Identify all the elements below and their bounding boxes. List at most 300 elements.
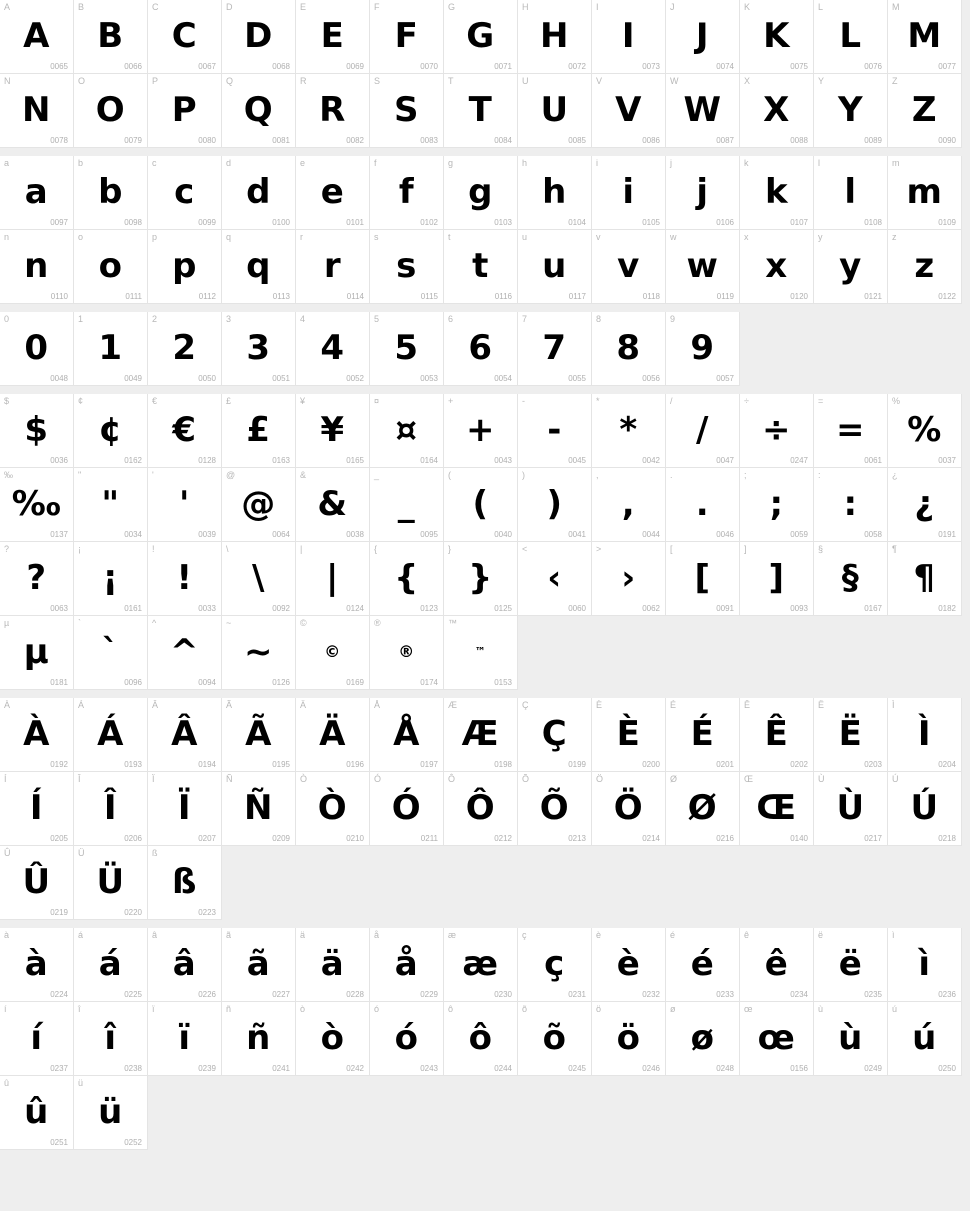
- glyph-cell[interactable]: [666, 394, 740, 468]
- glyph-cell[interactable]: [888, 698, 962, 772]
- glyph-cell[interactable]: [0, 846, 74, 920]
- glyph-cell-code: 0081: [272, 136, 290, 145]
- glyph-cell-glyph: ç: [544, 943, 565, 984]
- glyph-cell[interactable]: [444, 1002, 518, 1076]
- glyph-cell[interactable]: [518, 394, 592, 468]
- glyph-cell[interactable]: [592, 772, 666, 846]
- glyph-cell[interactable]: [222, 394, 296, 468]
- glyph-cell-code: 0193: [124, 760, 142, 769]
- glyph-cell-code: 0207: [198, 834, 216, 843]
- glyph-cell-char-label: Ø: [670, 774, 678, 784]
- glyph-cell[interactable]: [740, 468, 814, 542]
- glyph-cell-char-label: S: [374, 76, 381, 86]
- glyph-cell[interactable]: [0, 468, 74, 542]
- glyph-cell[interactable]: [370, 928, 444, 1002]
- glyph-cell-glyph: Õ: [539, 787, 570, 828]
- glyph-cell-char-label: ã: [226, 930, 232, 940]
- glyph-cell[interactable]: [0, 698, 74, 772]
- glyph-cell-code: 0069: [346, 62, 364, 71]
- glyph-cell-glyph: ò: [320, 1017, 345, 1058]
- charmap-row: [0, 156, 970, 230]
- glyph-cell[interactable]: [666, 468, 740, 542]
- glyph-cell[interactable]: [370, 230, 444, 304]
- glyph-cell-glyph: ¥: [320, 409, 345, 450]
- glyph-cell-code: 0225: [124, 990, 142, 999]
- glyph-cell-char-label: *: [596, 396, 600, 406]
- glyph-cell-char-label: Í: [4, 774, 7, 784]
- glyph-cell-char-label: £: [226, 396, 232, 406]
- glyph-cell-code: 0235: [864, 990, 882, 999]
- glyph-cell[interactable]: [888, 468, 962, 542]
- glyph-cell[interactable]: [222, 312, 296, 386]
- glyph-cell[interactable]: [518, 0, 592, 74]
- glyph-cell[interactable]: [370, 698, 444, 772]
- glyph-cell[interactable]: [518, 312, 592, 386]
- glyph-cell[interactable]: [296, 928, 370, 1002]
- glyph-cell-glyph: /: [696, 409, 709, 450]
- glyph-cell[interactable]: [370, 1002, 444, 1076]
- glyph-cell-char-label: e: [300, 158, 306, 168]
- glyph-cell[interactable]: [444, 772, 518, 846]
- glyph-cell[interactable]: [740, 928, 814, 1002]
- glyph-cell[interactable]: [222, 230, 296, 304]
- glyph-cell[interactable]: [888, 156, 962, 230]
- glyph-cell-char-label: Ò: [300, 774, 308, 784]
- glyph-cell[interactable]: [74, 928, 148, 1002]
- glyph-cell-glyph: c: [174, 171, 195, 212]
- glyph-cell[interactable]: [740, 230, 814, 304]
- glyph-cell[interactable]: [592, 74, 666, 148]
- glyph-cell[interactable]: [370, 772, 444, 846]
- glyph-cell-glyph: d: [246, 171, 271, 212]
- glyph-cell-glyph: Â: [171, 713, 198, 754]
- glyph-cell-code: 0205: [50, 834, 68, 843]
- glyph-cell-glyph: ß: [172, 861, 197, 902]
- glyph-cell-code: 0250: [938, 1064, 956, 1073]
- glyph-cell[interactable]: [296, 230, 370, 304]
- charmap-row: [0, 772, 970, 846]
- glyph-cell[interactable]: [666, 74, 740, 148]
- glyph-cell-code: 0093: [790, 604, 808, 613]
- glyph-cell-code: 0229: [420, 990, 438, 999]
- glyph-cell[interactable]: [222, 0, 296, 74]
- glyph-cell[interactable]: [148, 312, 222, 386]
- glyph-cell[interactable]: [296, 74, 370, 148]
- glyph-cell-glyph: E: [320, 15, 345, 56]
- glyph-cell-glyph: Î: [103, 787, 118, 828]
- glyph-cell[interactable]: [592, 230, 666, 304]
- glyph-cell[interactable]: [148, 542, 222, 616]
- glyph-cell[interactable]: [740, 74, 814, 148]
- glyph-cell-code: 0224: [50, 990, 68, 999]
- glyph-cell-char-label: }: [448, 544, 452, 554]
- glyph-cell[interactable]: [0, 616, 74, 690]
- glyph-cell-glyph: ‰: [11, 483, 62, 524]
- glyph-cell-code: 0191: [938, 530, 956, 539]
- glyph-cell-glyph: F: [394, 15, 419, 56]
- glyph-cell[interactable]: [518, 468, 592, 542]
- glyph-cell-glyph: Ò: [317, 787, 348, 828]
- glyph-cell[interactable]: [0, 928, 74, 1002]
- glyph-cell[interactable]: [222, 74, 296, 148]
- glyph-cell[interactable]: [222, 928, 296, 1002]
- glyph-cell-code: 0126: [272, 678, 290, 687]
- glyph-cell-char-label: Ù: [818, 774, 825, 784]
- glyph-cell-glyph: N: [22, 89, 51, 130]
- glyph-cell[interactable]: [0, 1076, 74, 1150]
- glyph-cell[interactable]: [666, 312, 740, 386]
- glyph-cell-char-label: Î: [78, 774, 81, 784]
- glyph-cell-char-label: Ë: [818, 700, 825, 710]
- glyph-cell[interactable]: [148, 156, 222, 230]
- charmap-row: [0, 616, 970, 690]
- glyph-cell-glyph: `: [101, 631, 120, 672]
- glyph-cell-code: 0100: [272, 218, 290, 227]
- glyph-cell-code: 0050: [198, 374, 216, 383]
- glyph-cell[interactable]: [0, 1002, 74, 1076]
- glyph-cell-code: 0164: [420, 456, 438, 465]
- glyph-cell[interactable]: [74, 394, 148, 468]
- glyph-cell-code: 0057: [716, 374, 734, 383]
- glyph-cell[interactable]: [0, 772, 74, 846]
- glyph-cell[interactable]: [444, 698, 518, 772]
- glyph-cell[interactable]: [888, 772, 962, 846]
- glyph-cell-code: 0116: [494, 292, 512, 301]
- glyph-cell[interactable]: [74, 1002, 148, 1076]
- glyph-cell-char-label: h: [522, 158, 528, 168]
- glyph-cell[interactable]: [148, 74, 222, 148]
- glyph-cell[interactable]: [814, 0, 888, 74]
- glyph-cell-glyph: 5: [394, 327, 419, 368]
- glyph-cell[interactable]: [296, 468, 370, 542]
- glyph-cell-char-label: õ: [522, 1004, 528, 1014]
- glyph-cell-glyph: 6: [468, 327, 493, 368]
- glyph-cell[interactable]: [148, 468, 222, 542]
- glyph-cell-char-label: u: [522, 232, 528, 242]
- glyph-cell[interactable]: [74, 698, 148, 772]
- glyph-cell-code: 0111: [125, 292, 142, 301]
- glyph-cell-char-label: ú: [892, 1004, 898, 1014]
- glyph-cell[interactable]: [814, 74, 888, 148]
- glyph-cell[interactable]: [444, 542, 518, 616]
- glyph-cell-char-label: V: [596, 76, 603, 86]
- glyph-cell[interactable]: [592, 312, 666, 386]
- glyph-cell[interactable]: [518, 698, 592, 772]
- glyph-cell[interactable]: [148, 394, 222, 468]
- glyph-cell-char-label: 7: [522, 314, 528, 324]
- glyph-cell[interactable]: [222, 772, 296, 846]
- glyph-cell[interactable]: [444, 0, 518, 74]
- glyph-cell-code: 0249: [864, 1064, 882, 1073]
- glyph-cell[interactable]: [444, 928, 518, 1002]
- glyph-cell-glyph: Œ: [756, 787, 797, 828]
- glyph-cell[interactable]: [888, 74, 962, 148]
- glyph-cell-char-label: K: [744, 2, 751, 12]
- glyph-cell[interactable]: [888, 928, 962, 1002]
- glyph-cell[interactable]: [518, 230, 592, 304]
- glyph-cell[interactable]: [370, 542, 444, 616]
- glyph-cell[interactable]: [740, 394, 814, 468]
- glyph-cell[interactable]: [814, 468, 888, 542]
- glyph-cell-char-label: N: [4, 76, 11, 86]
- glyph-cell[interactable]: [296, 616, 370, 690]
- glyph-cell[interactable]: [148, 846, 222, 920]
- glyph-cell-char-label: (: [448, 470, 451, 480]
- glyph-cell-glyph: r: [323, 245, 342, 286]
- glyph-cell-glyph: a: [24, 171, 49, 212]
- glyph-cell[interactable]: [148, 928, 222, 1002]
- glyph-cell-code: 0220: [124, 908, 142, 917]
- glyph-cell[interactable]: [148, 698, 222, 772]
- glyph-cell[interactable]: [814, 156, 888, 230]
- glyph-cell-char-label: y: [818, 232, 823, 242]
- glyph-cell[interactable]: [296, 394, 370, 468]
- glyph-cell-code: 0115: [420, 292, 438, 301]
- glyph-cell[interactable]: [0, 74, 74, 148]
- charmap-row: [0, 846, 970, 920]
- glyph-cell-char-label: 0: [4, 314, 10, 324]
- glyph-cell-code: 0065: [50, 62, 68, 71]
- glyph-cell-char-label: 4: [300, 314, 306, 324]
- glyph-cell-glyph: Å: [393, 713, 420, 754]
- glyph-cell[interactable]: [888, 230, 962, 304]
- glyph-cell[interactable]: [370, 394, 444, 468]
- glyph-cell[interactable]: [222, 542, 296, 616]
- glyph-cell[interactable]: [74, 230, 148, 304]
- glyph-cell[interactable]: [296, 772, 370, 846]
- glyph-cell-code: 0078: [50, 136, 68, 145]
- glyph-cell-char-label: î: [78, 1004, 81, 1014]
- glyph-cell-glyph: È: [616, 713, 641, 754]
- glyph-cell[interactable]: [222, 616, 296, 690]
- glyph-cell-char-label: ê: [744, 930, 750, 940]
- glyph-cell[interactable]: [296, 0, 370, 74]
- glyph-cell-glyph: ,: [621, 483, 636, 524]
- glyph-cell[interactable]: [444, 312, 518, 386]
- glyph-cell[interactable]: [370, 156, 444, 230]
- glyph-cell[interactable]: [222, 698, 296, 772]
- glyph-cell[interactable]: [148, 1002, 222, 1076]
- glyph-cell-char-label: $: [4, 396, 10, 406]
- glyph-cell-code: 0097: [50, 218, 68, 227]
- glyph-cell[interactable]: [666, 0, 740, 74]
- glyph-cell-glyph: Ó: [391, 787, 422, 828]
- glyph-cell[interactable]: [666, 928, 740, 1002]
- glyph-cell[interactable]: [814, 928, 888, 1002]
- glyph-cell[interactable]: [518, 1002, 592, 1076]
- glyph-cell[interactable]: [592, 156, 666, 230]
- glyph-cell-char-label: ç: [522, 930, 527, 940]
- glyph-cell-glyph: £: [246, 409, 271, 450]
- glyph-cell[interactable]: [888, 1002, 962, 1076]
- glyph-cell[interactable]: [0, 156, 74, 230]
- glyph-cell-code: 0162: [124, 456, 142, 465]
- glyph-cell[interactable]: [296, 156, 370, 230]
- glyph-cell-glyph: 0: [24, 327, 49, 368]
- glyph-cell[interactable]: [74, 312, 148, 386]
- glyph-cell[interactable]: [444, 394, 518, 468]
- glyph-cell-glyph: k: [764, 171, 789, 212]
- glyph-cell[interactable]: [74, 772, 148, 846]
- glyph-cell-code: 0074: [716, 62, 734, 71]
- glyph-cell[interactable]: [592, 698, 666, 772]
- glyph-cell[interactable]: [740, 698, 814, 772]
- glyph-cell-code: 0217: [864, 834, 882, 843]
- glyph-cell-glyph: J: [695, 15, 710, 56]
- glyph-cell[interactable]: [666, 772, 740, 846]
- glyph-cell-char-label: 2: [152, 314, 158, 324]
- glyph-cell-code: 0075: [790, 62, 808, 71]
- glyph-cell[interactable]: [222, 468, 296, 542]
- glyph-cell-code: 0156: [790, 1064, 808, 1073]
- glyph-cell-glyph: Ï: [177, 787, 192, 828]
- glyph-cell[interactable]: [444, 230, 518, 304]
- glyph-cell[interactable]: [148, 230, 222, 304]
- glyph-cell[interactable]: [814, 772, 888, 846]
- glyph-cell[interactable]: [74, 0, 148, 74]
- glyph-cell-char-label: ¿: [892, 470, 898, 480]
- glyph-cell[interactable]: [296, 698, 370, 772]
- glyph-cell[interactable]: [740, 1002, 814, 1076]
- glyph-cell[interactable]: [0, 394, 74, 468]
- glyph-cell[interactable]: [518, 156, 592, 230]
- glyph-cell-code: 0107: [790, 218, 808, 227]
- glyph-cell[interactable]: [666, 542, 740, 616]
- glyph-cell-glyph: ¡: [102, 557, 119, 598]
- glyph-cell[interactable]: [222, 1002, 296, 1076]
- glyph-cell[interactable]: [592, 468, 666, 542]
- glyph-cell[interactable]: [370, 468, 444, 542]
- glyph-cell[interactable]: [666, 698, 740, 772]
- glyph-cell[interactable]: [148, 616, 222, 690]
- glyph-cell[interactable]: [370, 0, 444, 74]
- glyph-cell-char-label: U: [522, 76, 529, 86]
- glyph-cell[interactable]: [814, 230, 888, 304]
- glyph-cell[interactable]: [444, 156, 518, 230]
- glyph-cell-glyph: =: [836, 409, 865, 450]
- glyph-cell-glyph: Á: [97, 713, 124, 754]
- glyph-cell-code: 0060: [568, 604, 586, 613]
- glyph-cell-glyph: 7: [542, 327, 567, 368]
- glyph-cell[interactable]: [666, 156, 740, 230]
- charmap-block-punctuation-symbols: [0, 394, 970, 690]
- glyph-cell-glyph: ›: [621, 557, 636, 598]
- glyph-cell-code: 0213: [568, 834, 586, 843]
- glyph-cell[interactable]: [888, 0, 962, 74]
- glyph-cell[interactable]: [74, 156, 148, 230]
- glyph-cell-char-label: i: [596, 158, 598, 168]
- glyph-cell-char-label: ^: [152, 618, 157, 628]
- glyph-cell[interactable]: [814, 698, 888, 772]
- glyph-cell[interactable]: [74, 74, 148, 148]
- glyph-cell-char-label: -: [522, 396, 525, 406]
- glyph-cell[interactable]: [592, 542, 666, 616]
- glyph-cell[interactable]: [592, 1002, 666, 1076]
- glyph-cell[interactable]: [370, 74, 444, 148]
- glyph-cell[interactable]: [666, 230, 740, 304]
- glyph-cell[interactable]: [814, 542, 888, 616]
- glyph-cell[interactable]: [888, 394, 962, 468]
- glyph-cell[interactable]: [444, 468, 518, 542]
- glyph-cell[interactable]: [814, 394, 888, 468]
- glyph-cell-code: 0243: [420, 1064, 438, 1073]
- glyph-cell[interactable]: [888, 542, 962, 616]
- charmap-row: [0, 74, 970, 148]
- glyph-cell[interactable]: [518, 928, 592, 1002]
- glyph-cell-code: 0043: [494, 456, 512, 465]
- glyph-cell[interactable]: [74, 542, 148, 616]
- glyph-cell[interactable]: [444, 616, 518, 690]
- glyph-cell[interactable]: [74, 468, 148, 542]
- charmap-row: [0, 230, 970, 304]
- glyph-cell-code: 0058: [864, 530, 882, 539]
- glyph-cell-char-label: Ï: [152, 774, 155, 784]
- glyph-cell[interactable]: [222, 156, 296, 230]
- glyph-cell-code: 0063: [50, 604, 68, 613]
- glyph-cell[interactable]: [296, 1002, 370, 1076]
- glyph-cell[interactable]: [148, 772, 222, 846]
- glyph-cell-glyph: õ: [542, 1017, 567, 1058]
- glyph-cell-code: 0064: [272, 530, 290, 539]
- glyph-cell[interactable]: [0, 312, 74, 386]
- glyph-cell[interactable]: [0, 0, 74, 74]
- glyph-cell[interactable]: [74, 616, 148, 690]
- glyph-cell-code: 0068: [272, 62, 290, 71]
- glyph-cell-char-label: Õ: [522, 774, 530, 784]
- glyph-cell-char-label: á: [78, 930, 84, 940]
- glyph-cell-code: 0071: [494, 62, 512, 71]
- glyph-cell[interactable]: [740, 542, 814, 616]
- glyph-cell[interactable]: [444, 74, 518, 148]
- glyph-cell-char-label: f: [374, 158, 377, 168]
- glyph-cell[interactable]: [74, 846, 148, 920]
- glyph-cell[interactable]: [740, 772, 814, 846]
- glyph-cell[interactable]: [296, 312, 370, 386]
- glyph-cell[interactable]: [370, 312, 444, 386]
- glyph-cell[interactable]: [0, 542, 74, 616]
- glyph-cell[interactable]: [518, 74, 592, 148]
- glyph-cell[interactable]: [74, 1076, 148, 1150]
- glyph-cell-code: 0234: [790, 990, 808, 999]
- glyph-cell[interactable]: [296, 542, 370, 616]
- glyph-cell[interactable]: [740, 156, 814, 230]
- glyph-cell[interactable]: [0, 230, 74, 304]
- glyph-cell-code: 0091: [716, 604, 734, 613]
- glyph-cell[interactable]: [518, 772, 592, 846]
- glyph-cell-code: 0121: [864, 292, 882, 301]
- glyph-cell[interactable]: [592, 928, 666, 1002]
- glyph-cell-char-label: s: [374, 232, 379, 242]
- glyph-cell-code: 0103: [494, 218, 512, 227]
- glyph-cell-char-label: ;: [744, 470, 747, 480]
- charmap-block-uppercase-latin: [0, 0, 970, 148]
- glyph-cell-char-label: È: [596, 700, 603, 710]
- glyph-cell[interactable]: [592, 394, 666, 468]
- glyph-cell-char-label: q: [226, 232, 232, 242]
- glyph-cell[interactable]: [592, 0, 666, 74]
- glyph-cell-glyph: D: [244, 15, 273, 56]
- glyph-cell-char-label: g: [448, 158, 454, 168]
- glyph-cell[interactable]: [814, 1002, 888, 1076]
- glyph-cell[interactable]: [518, 542, 592, 616]
- glyph-cell[interactable]: [148, 0, 222, 74]
- glyph-cell[interactable]: [370, 616, 444, 690]
- glyph-cell-glyph: &: [317, 483, 348, 524]
- glyph-cell[interactable]: [740, 0, 814, 74]
- glyph-cell-char-label: D: [226, 2, 233, 12]
- glyph-cell[interactable]: [666, 1002, 740, 1076]
- glyph-cell-char-label: p: [152, 232, 158, 242]
